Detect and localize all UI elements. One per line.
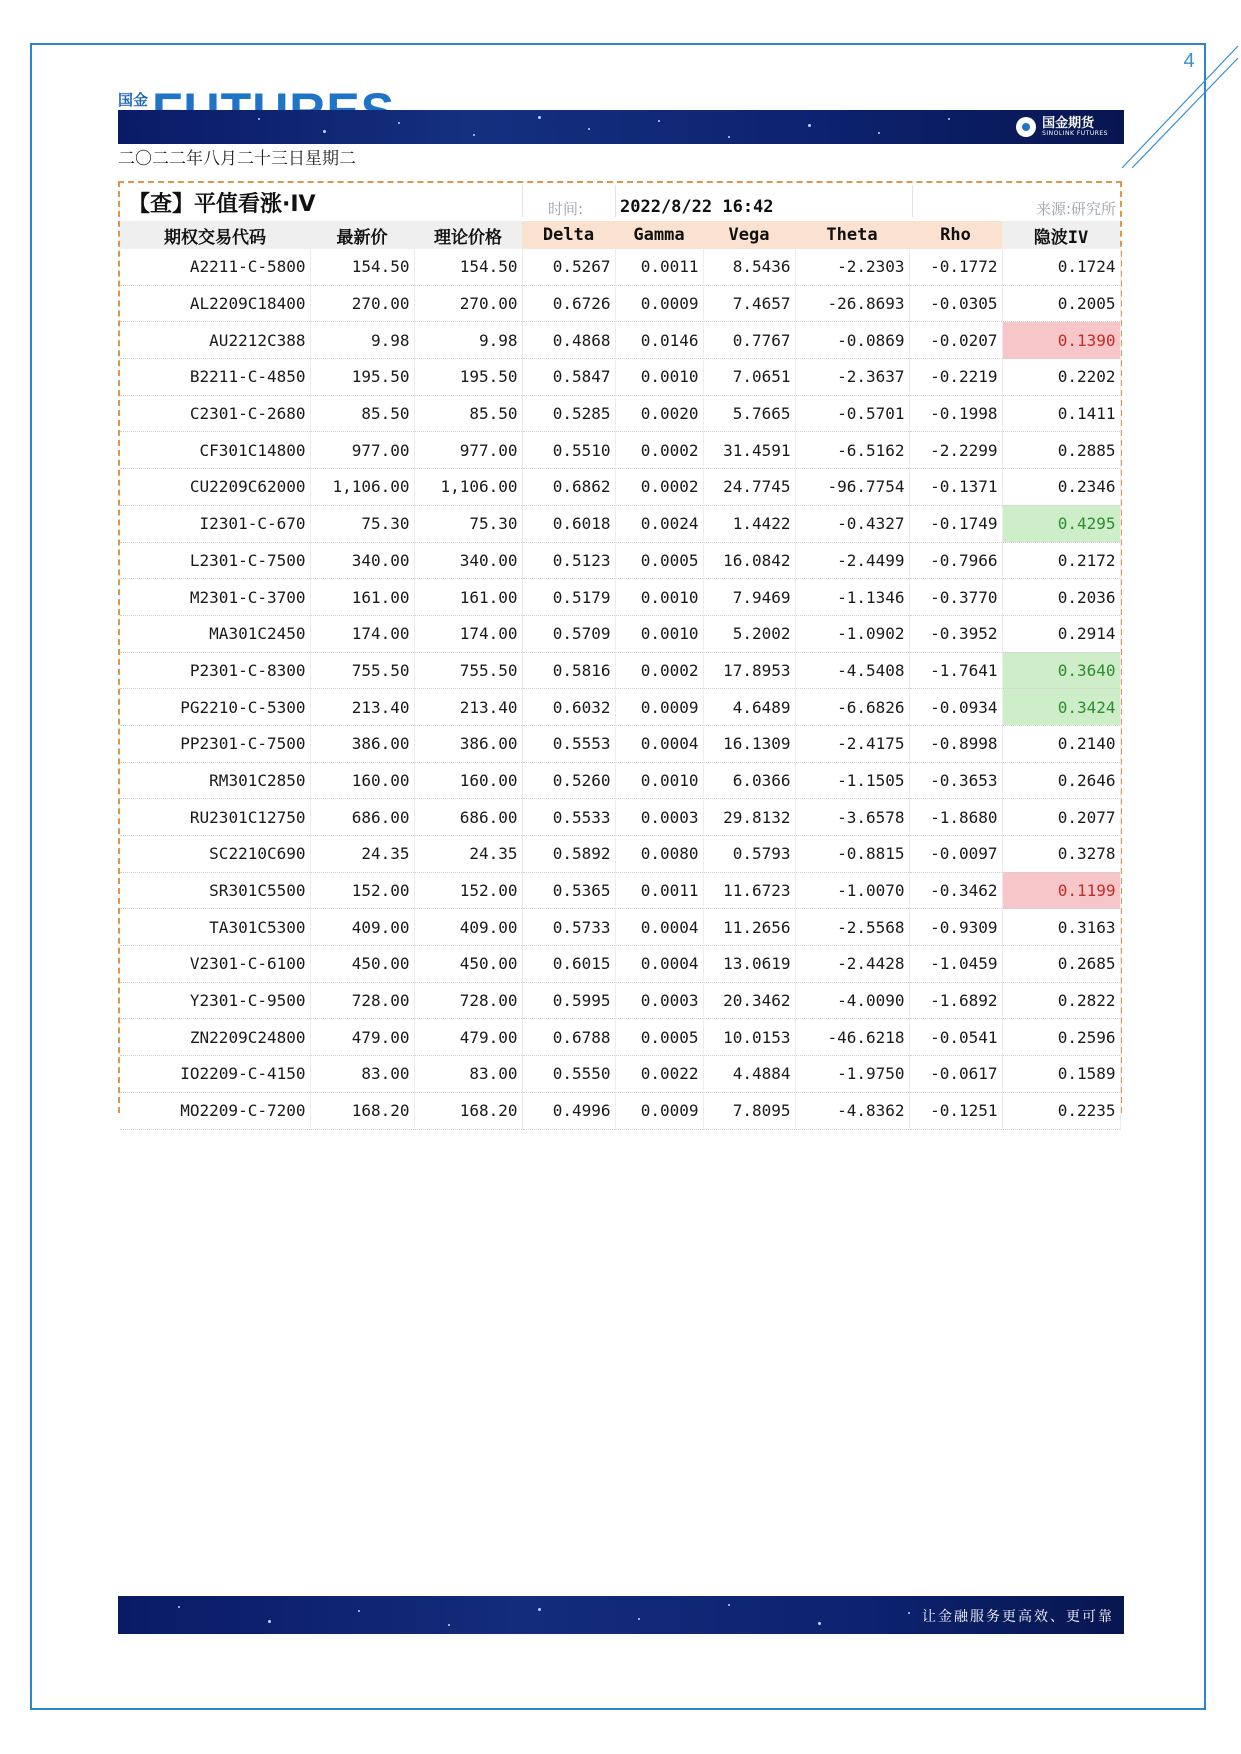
cell-delta: 0.5285 — [522, 395, 615, 432]
cell-theta: -96.7754 — [795, 469, 909, 506]
cell-rho: -0.0934 — [909, 689, 1002, 726]
cell-last: 450.00 — [310, 946, 414, 983]
cell-last: 340.00 — [310, 542, 414, 579]
cell-code: A2211-C-5800 — [120, 249, 310, 285]
cell-rho: -0.1998 — [909, 395, 1002, 432]
cell-last: 195.50 — [310, 359, 414, 396]
cell-delta: 0.5553 — [522, 725, 615, 762]
cell-gamma: 0.0002 — [615, 652, 703, 689]
cell-vega: 6.0366 — [703, 762, 795, 799]
cell-theo: 450.00 — [414, 946, 522, 983]
table-row — [120, 799, 1120, 836]
table-row — [120, 909, 1120, 946]
cell-vega: 10.0153 — [703, 1019, 795, 1056]
cell-theta: -2.4175 — [795, 725, 909, 762]
table-header-row — [120, 221, 1120, 249]
col-header-vega: Vega — [703, 221, 795, 249]
cell-gamma: 0.0004 — [615, 946, 703, 983]
cell-iv: 0.1390 — [1002, 322, 1120, 359]
logo-cn: 国金期货 — [1042, 115, 1095, 131]
table-row — [120, 872, 1120, 909]
cell-iv: 0.2172 — [1002, 542, 1120, 579]
cell-code: CU2209C62000 — [120, 469, 310, 506]
cell-last: 154.50 — [310, 249, 414, 285]
table-row — [120, 542, 1120, 579]
cell-vega: 13.0619 — [703, 946, 795, 983]
cell-code: CF301C14800 — [120, 432, 310, 469]
header-banner — [118, 110, 1124, 144]
table-row — [120, 836, 1120, 873]
cell-rho: -0.0305 — [909, 285, 1002, 322]
cell-delta: 0.6032 — [522, 689, 615, 726]
table-row — [120, 322, 1120, 359]
cell-rho: -0.8998 — [909, 725, 1002, 762]
cell-code: L2301-C-7500 — [120, 542, 310, 579]
cell-delta: 0.6788 — [522, 1019, 615, 1056]
cell-rho: -0.3770 — [909, 579, 1002, 616]
cell-last: 161.00 — [310, 579, 414, 616]
cell-code: TA301C5300 — [120, 909, 310, 946]
cell-gamma: 0.0002 — [615, 432, 703, 469]
cell-rho: -0.3653 — [909, 762, 1002, 799]
cell-last: 270.00 — [310, 285, 414, 322]
cell-gamma: 0.0010 — [615, 762, 703, 799]
cell-iv: 0.3640 — [1002, 652, 1120, 689]
cell-vega: 0.7767 — [703, 322, 795, 359]
cell-gamma: 0.0002 — [615, 469, 703, 506]
table-row — [120, 652, 1120, 689]
cell-vega: 7.8095 — [703, 1092, 795, 1129]
table-row — [120, 469, 1120, 506]
cell-iv: 0.1589 — [1002, 1056, 1120, 1093]
cell-theo: 168.20 — [414, 1092, 522, 1129]
cell-last: 686.00 — [310, 799, 414, 836]
cell-theo: 728.00 — [414, 982, 522, 1019]
col-header-last: 最新价 — [310, 221, 414, 249]
col-header-iv: 隐波IV — [1002, 221, 1120, 249]
cell-delta: 0.6862 — [522, 469, 615, 506]
cell-iv: 0.1199 — [1002, 872, 1120, 909]
cell-theo: 83.00 — [414, 1056, 522, 1093]
cell-iv: 0.2885 — [1002, 432, 1120, 469]
cell-rho: -0.1251 — [909, 1092, 1002, 1129]
corner-decoration — [1118, 40, 1240, 170]
sinolink-logo-icon — [1016, 117, 1036, 137]
time-label: 时间: — [548, 200, 584, 218]
cell-rho: -1.7641 — [909, 652, 1002, 689]
cell-delta: 0.5550 — [522, 1056, 615, 1093]
cell-theta: -26.8693 — [795, 285, 909, 322]
cell-last: 85.50 — [310, 395, 414, 432]
table-row — [120, 762, 1120, 799]
cell-iv: 0.2077 — [1002, 799, 1120, 836]
cell-code: ZN2209C24800 — [120, 1019, 310, 1056]
cell-theta: -2.5568 — [795, 909, 909, 946]
cell-delta: 0.5510 — [522, 432, 615, 469]
col-header-theo: 理论价格 — [414, 221, 522, 249]
table-row — [120, 395, 1120, 432]
cell-delta: 0.5533 — [522, 799, 615, 836]
cell-vega: 7.9469 — [703, 579, 795, 616]
cell-gamma: 0.0022 — [615, 1056, 703, 1093]
cell-iv: 0.3163 — [1002, 909, 1120, 946]
cell-rho: -0.1749 — [909, 505, 1002, 542]
report-date: 二〇二二年八月二十三日星期二 — [118, 149, 356, 169]
cell-delta: 0.5179 — [522, 579, 615, 616]
iv-table-panel — [118, 181, 1122, 1121]
cell-last: 83.00 — [310, 1056, 414, 1093]
cell-theta: -1.9750 — [795, 1056, 909, 1093]
cell-gamma: 0.0004 — [615, 909, 703, 946]
cell-delta: 0.5267 — [522, 249, 615, 285]
cell-rho: -0.0207 — [909, 322, 1002, 359]
cell-theo: 9.98 — [414, 322, 522, 359]
page-number: 4 — [1183, 50, 1195, 72]
cell-vega: 0.5793 — [703, 836, 795, 873]
cell-theo: 152.00 — [414, 872, 522, 909]
cell-vega: 4.6489 — [703, 689, 795, 726]
cell-code: SC2210C690 — [120, 836, 310, 873]
cell-iv: 0.2005 — [1002, 285, 1120, 322]
cell-theta: -4.0090 — [795, 982, 909, 1019]
cell-delta: 0.5733 — [522, 909, 615, 946]
cell-iv: 0.2596 — [1002, 1019, 1120, 1056]
cell-vega: 24.7745 — [703, 469, 795, 506]
cell-gamma: 0.0011 — [615, 249, 703, 285]
cell-theta: -46.6218 — [795, 1019, 909, 1056]
cell-gamma: 0.0009 — [615, 689, 703, 726]
cell-delta: 0.5260 — [522, 762, 615, 799]
cell-rho: -0.7966 — [909, 542, 1002, 579]
cell-rho: -1.0459 — [909, 946, 1002, 983]
cell-theta: -2.3637 — [795, 359, 909, 396]
logo-en: SINOLINK FUTURES — [1042, 129, 1108, 137]
cell-vega: 7.0651 — [703, 359, 795, 396]
cell-theta: -1.0902 — [795, 615, 909, 652]
cell-code: RM301C2850 — [120, 762, 310, 799]
cell-theta: -0.8815 — [795, 836, 909, 873]
cell-code: PP2301-C-7500 — [120, 725, 310, 762]
cell-iv: 0.2646 — [1002, 762, 1120, 799]
table-row — [120, 1056, 1120, 1093]
cell-vega: 17.8953 — [703, 652, 795, 689]
cell-iv: 0.2140 — [1002, 725, 1120, 762]
cell-rho: -0.0617 — [909, 1056, 1002, 1093]
cell-delta: 0.5995 — [522, 982, 615, 1019]
cell-theo: 160.00 — [414, 762, 522, 799]
cell-theo: 161.00 — [414, 579, 522, 616]
cell-last: 160.00 — [310, 762, 414, 799]
cell-code: P2301-C-8300 — [120, 652, 310, 689]
cell-vega: 8.5436 — [703, 249, 795, 285]
cell-delta: 0.6726 — [522, 285, 615, 322]
cell-theo: 340.00 — [414, 542, 522, 579]
cell-code: MO2209-C-7200 — [120, 1092, 310, 1129]
cell-last: 755.50 — [310, 652, 414, 689]
cell-gamma: 0.0003 — [615, 799, 703, 836]
cell-vega: 1.4422 — [703, 505, 795, 542]
cell-theta: -1.1505 — [795, 762, 909, 799]
cell-code: AU2212C388 — [120, 322, 310, 359]
table-row — [120, 359, 1120, 396]
cell-gamma: 0.0005 — [615, 542, 703, 579]
table-title-row — [120, 183, 1120, 217]
cell-vega: 11.2656 — [703, 909, 795, 946]
footer-slogan: 让金融服务更高效、更可靠 — [922, 1609, 1114, 1625]
cell-gamma: 0.0009 — [615, 1092, 703, 1129]
cell-theo: 977.00 — [414, 432, 522, 469]
cell-delta: 0.6015 — [522, 946, 615, 983]
cell-code: IO2209-C-4150 — [120, 1056, 310, 1093]
table-row — [120, 982, 1120, 1019]
cell-gamma: 0.0011 — [615, 872, 703, 909]
cell-gamma: 0.0009 — [615, 285, 703, 322]
cell-code: Y2301-C-9500 — [120, 982, 310, 1019]
cell-vega: 16.1309 — [703, 725, 795, 762]
cell-theo: 386.00 — [414, 725, 522, 762]
cell-code: M2301-C-3700 — [120, 579, 310, 616]
table-row — [120, 285, 1120, 322]
cell-theta: -0.5701 — [795, 395, 909, 432]
cell-rho: -0.0097 — [909, 836, 1002, 873]
cell-theo: 75.30 — [414, 505, 522, 542]
cell-rho: -2.2299 — [909, 432, 1002, 469]
table-row — [120, 725, 1120, 762]
cell-last: 728.00 — [310, 982, 414, 1019]
cell-rho: -0.1772 — [909, 249, 1002, 285]
footer-banner — [118, 1596, 1124, 1634]
cell-theo: 213.40 — [414, 689, 522, 726]
cell-theo: 174.00 — [414, 615, 522, 652]
col-header-delta: Delta — [522, 221, 615, 249]
cell-gamma: 0.0010 — [615, 615, 703, 652]
cell-rho: -0.3462 — [909, 872, 1002, 909]
cell-iv: 0.2914 — [1002, 615, 1120, 652]
cell-rho: -0.3952 — [909, 615, 1002, 652]
cell-delta: 0.4996 — [522, 1092, 615, 1129]
source-label: 来源:研究所 — [1035, 200, 1116, 218]
cell-last: 174.00 — [310, 615, 414, 652]
cell-delta: 0.5123 — [522, 542, 615, 579]
time-value: 2022/8/22 16:42 — [620, 197, 774, 217]
cell-delta: 0.5365 — [522, 872, 615, 909]
col-header-rho: Rho — [909, 221, 1002, 249]
cell-code: I2301-C-670 — [120, 505, 310, 542]
cell-theta: -1.0070 — [795, 872, 909, 909]
brand-cn: 国金 — [118, 91, 149, 109]
cell-theta: -4.8362 — [795, 1092, 909, 1129]
cell-iv: 0.2202 — [1002, 359, 1120, 396]
cell-theta: -4.5408 — [795, 652, 909, 689]
cell-theta: -6.6826 — [795, 689, 909, 726]
table-title: 【查】平值看涨·IV — [128, 192, 316, 217]
cell-theta: -0.0869 — [795, 322, 909, 359]
cell-theo: 85.50 — [414, 395, 522, 432]
col-header-theta: Theta — [795, 221, 909, 249]
cell-vega: 11.6723 — [703, 872, 795, 909]
cell-last: 168.20 — [310, 1092, 414, 1129]
cell-vega: 29.8132 — [703, 799, 795, 836]
cell-rho: -0.1371 — [909, 469, 1002, 506]
cell-gamma: 0.0005 — [615, 1019, 703, 1056]
cell-rho: -0.9309 — [909, 909, 1002, 946]
cell-vega: 4.4884 — [703, 1056, 795, 1093]
table-row — [120, 505, 1120, 542]
cell-theta: -3.6578 — [795, 799, 909, 836]
table-row — [120, 432, 1120, 469]
cell-rho: -1.8680 — [909, 799, 1002, 836]
cell-vega: 7.4657 — [703, 285, 795, 322]
cell-gamma: 0.0010 — [615, 359, 703, 396]
cell-iv: 0.2685 — [1002, 946, 1120, 983]
cell-theo: 270.00 — [414, 285, 522, 322]
cell-delta: 0.5709 — [522, 615, 615, 652]
cell-delta: 0.5847 — [522, 359, 615, 396]
cell-vega: 5.7665 — [703, 395, 795, 432]
cell-theo: 755.50 — [414, 652, 522, 689]
cell-theo: 409.00 — [414, 909, 522, 946]
cell-vega: 5.2002 — [703, 615, 795, 652]
table-body — [120, 249, 1120, 1129]
cell-theta: -6.5162 — [795, 432, 909, 469]
cell-theta: -2.2303 — [795, 249, 909, 285]
cell-last: 409.00 — [310, 909, 414, 946]
cell-vega: 31.4591 — [703, 432, 795, 469]
cell-iv: 0.3278 — [1002, 836, 1120, 873]
cell-code: B2211-C-4850 — [120, 359, 310, 396]
cell-iv: 0.1411 — [1002, 395, 1120, 432]
col-header-code: 期权交易代码 — [120, 221, 310, 249]
cell-iv: 0.2822 — [1002, 982, 1120, 1019]
cell-vega: 16.0842 — [703, 542, 795, 579]
table-row — [120, 946, 1120, 983]
cell-code: AL2209C18400 — [120, 285, 310, 322]
cell-gamma: 0.0004 — [615, 725, 703, 762]
sinolink-logo — [1016, 115, 1108, 139]
cell-theo: 686.00 — [414, 799, 522, 836]
cell-iv: 0.2036 — [1002, 579, 1120, 616]
cell-theo: 195.50 — [414, 359, 522, 396]
cell-theta: -1.1346 — [795, 579, 909, 616]
cell-theo: 24.35 — [414, 836, 522, 873]
cell-rho: -0.2219 — [909, 359, 1002, 396]
cell-last: 1,106.00 — [310, 469, 414, 506]
cell-last: 9.98 — [310, 322, 414, 359]
cell-theta: -0.4327 — [795, 505, 909, 542]
cell-last: 24.35 — [310, 836, 414, 873]
cell-theta: -2.4499 — [795, 542, 909, 579]
cell-delta: 0.4868 — [522, 322, 615, 359]
greeks-table — [120, 221, 1121, 1130]
cell-last: 977.00 — [310, 432, 414, 469]
cell-iv: 0.4295 — [1002, 505, 1120, 542]
cell-code: RU2301C12750 — [120, 799, 310, 836]
cell-vega: 20.3462 — [703, 982, 795, 1019]
cell-gamma: 0.0080 — [615, 836, 703, 873]
cell-delta: 0.6018 — [522, 505, 615, 542]
cell-gamma: 0.0024 — [615, 505, 703, 542]
cell-gamma: 0.0146 — [615, 322, 703, 359]
table-row — [120, 1092, 1120, 1129]
cell-delta: 0.5816 — [522, 652, 615, 689]
cell-rho: -1.6892 — [909, 982, 1002, 1019]
cell-iv: 0.2235 — [1002, 1092, 1120, 1129]
cell-last: 152.00 — [310, 872, 414, 909]
table-row — [120, 615, 1120, 652]
cell-code: SR301C5500 — [120, 872, 310, 909]
cell-last: 213.40 — [310, 689, 414, 726]
cell-theo: 479.00 — [414, 1019, 522, 1056]
cell-gamma: 0.0003 — [615, 982, 703, 1019]
cell-theta: -2.4428 — [795, 946, 909, 983]
cell-code: PG2210-C-5300 — [120, 689, 310, 726]
cell-gamma: 0.0020 — [615, 395, 703, 432]
table-row — [120, 689, 1120, 726]
cell-code: V2301-C-6100 — [120, 946, 310, 983]
table-row — [120, 1019, 1120, 1056]
cell-theo: 154.50 — [414, 249, 522, 285]
cell-code: MA301C2450 — [120, 615, 310, 652]
cell-iv: 0.3424 — [1002, 689, 1120, 726]
cell-code: C2301-C-2680 — [120, 395, 310, 432]
cell-gamma: 0.0010 — [615, 579, 703, 616]
cell-last: 386.00 — [310, 725, 414, 762]
cell-delta: 0.5892 — [522, 836, 615, 873]
cell-iv: 0.1724 — [1002, 249, 1120, 285]
cell-last: 75.30 — [310, 505, 414, 542]
table-row — [120, 579, 1120, 616]
table-row — [120, 249, 1120, 285]
cell-theo: 1,106.00 — [414, 469, 522, 506]
cell-iv: 0.2346 — [1002, 469, 1120, 506]
cell-rho: -0.0541 — [909, 1019, 1002, 1056]
cell-last: 479.00 — [310, 1019, 414, 1056]
col-header-gamma: Gamma — [615, 221, 703, 249]
